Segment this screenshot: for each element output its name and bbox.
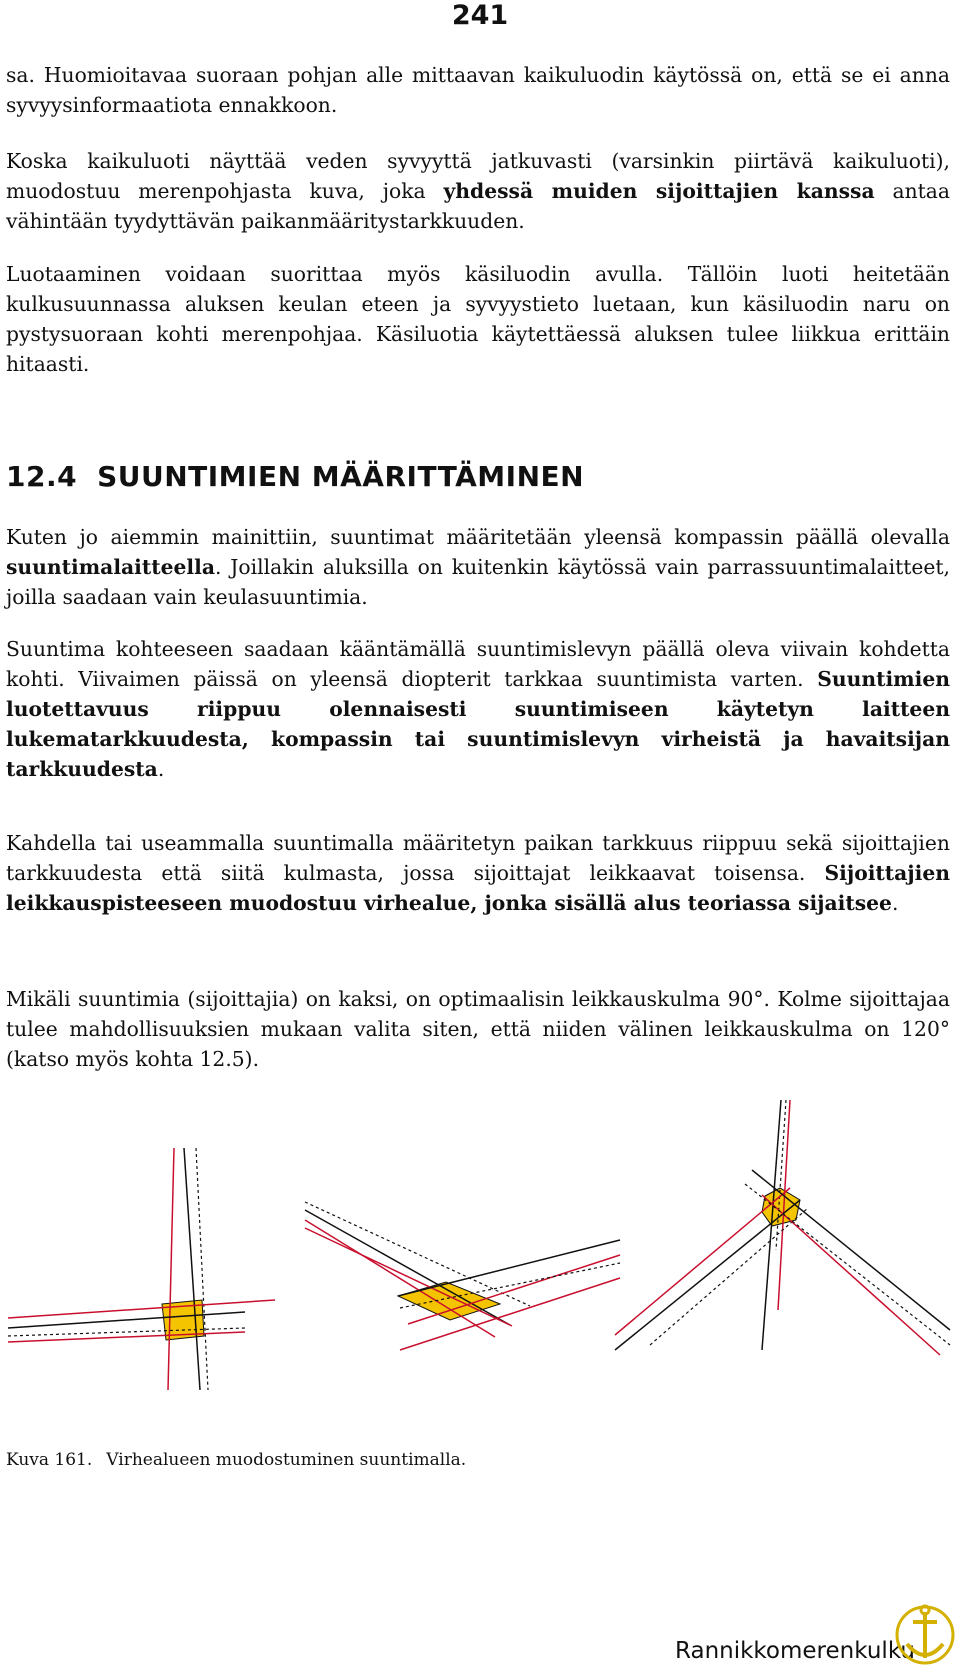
section-number: 12.4 — [6, 460, 78, 493]
paragraph-2 — [6, 146, 950, 236]
bearing-line — [398, 1240, 620, 1296]
paragraph-text: Kahdella tai useammalla suuntimalla määritetyn paikan tarkkuus riippuu sekä sijoittajien tarkkuudesta että siitä kulmasta, jossa sijoittajat leikkaavat toisensa. — [6, 831, 950, 885]
paragraph-text: Luotaaminen voidaan suorittaa myös käsiluodin avulla. Tällöin luoti heitetään kulkusuunnassa aluksen keulan eteen ja syvyystieto luetaan, kun käsiluodin naru on pystysuoraan kohti merenpohjaa. Käsiluotia käytettäessä aluksen tulee liikkua erittäin hitaasti. — [6, 262, 950, 376]
error-area — [398, 1282, 500, 1320]
bearing-error-line — [615, 1188, 790, 1335]
paragraph-text: Suuntima kohteeseen saadaan kääntämällä suuntimislevyn päällä oleva viivain kohdetta kohti. Viivaimen päissä on yleensä diopterit tarkkaa suuntimista varten. — [6, 637, 950, 691]
bearing-error-line — [168, 1148, 174, 1390]
paragraph-5 — [6, 634, 950, 784]
paragraph-4 — [6, 522, 950, 612]
bearing-line — [615, 1200, 800, 1350]
diagram-small-angle — [305, 1202, 620, 1350]
paragraph-text: Kuten jo aiemmin mainittiin, suuntimat määritetään yleensä kompassin päällä olevalla — [6, 525, 950, 549]
anchor-emblem-icon — [893, 1600, 957, 1670]
caption-number: Kuva 161. — [6, 1450, 93, 1470]
page-number: 241 — [451, 0, 509, 31]
paragraph-text: Mikäli suuntimia (sijoittajia) on kaksi, on optimaalisin leikkauskulma 90°. Kolme sijoittajaa tulee mahdollisuuksien mukaan valita siten, että niiden välinen leikkauskulma on 120° (katso myös kohta 12.5). — [6, 987, 950, 1071]
paragraph-1 — [6, 60, 950, 120]
section-heading — [6, 460, 604, 493]
bearing-error-line — [305, 1228, 512, 1326]
paragraph-text: . Joillakin aluksilla on kuitenkin käytössä vain parrassuuntimalaitteet, joilla saadaan vain keulasuuntimia. — [6, 555, 950, 609]
bold-text: yhdessä muiden sijoittajien kanssa — [443, 179, 875, 203]
paragraph-7 — [6, 984, 950, 1074]
bearing-line — [762, 1100, 781, 1350]
bearing-error-line — [8, 1300, 275, 1318]
diagram-three-bearings — [615, 1100, 950, 1355]
paragraph-text: . — [891, 891, 899, 915]
bold-text: Sijoittajien leikkauspisteeseen muodostuu virhealue, jonka sisällä alus teoriassa sijaitsee — [6, 861, 950, 915]
bold-text: Suuntimien luotettavuus riippuu olennaisesti suuntimiseen käytetyn laitteen lukematarkkuudesta, kompassin tai suuntimislevyn virheistä ja havaitsijan tarkkuudesta — [6, 667, 950, 781]
bearing-line — [8, 1312, 245, 1328]
section-title: SUUNTIMIEN MÄÄRITTÄMINEN — [97, 460, 585, 493]
figure-caption — [6, 1450, 466, 1470]
paragraph-text: antaa vähintään tyydyttävän paikanmääritystarkkuuden. — [6, 179, 950, 233]
paragraph-text: sa. Huomioitavaa suoraan pohjan alle mittaavan kaikuluodin käytössä on, että se ei anna syvyysinformaatiota ennakkoon. — [6, 63, 950, 117]
diagram-two-bearings — [8, 1148, 275, 1390]
bearing-error-line — [8, 1332, 245, 1342]
paragraph-text: . — [157, 757, 165, 781]
paragraph-6 — [6, 828, 950, 918]
bold-text: suuntimalaitteella — [6, 555, 215, 579]
bearing-error-line — [650, 1208, 808, 1345]
bearing-line — [305, 1210, 510, 1325]
bearing-error-line — [8, 1328, 245, 1336]
paragraph-3 — [6, 259, 950, 379]
caption-text: Virhealueen muodostuminen suuntimalla. — [106, 1450, 467, 1470]
bearing-error-line — [776, 1100, 786, 1250]
paragraph-text: Koska kaikuluoti näyttää veden syvyyttä jatkuvasti (varsinkin piirtävä kaikuluoti), muodostuu merenpohjasta kuva, joka — [6, 149, 950, 203]
footer-title: Rannikkomerenkulku — [675, 1638, 916, 1664]
error-area-figure — [0, 1100, 960, 1420]
